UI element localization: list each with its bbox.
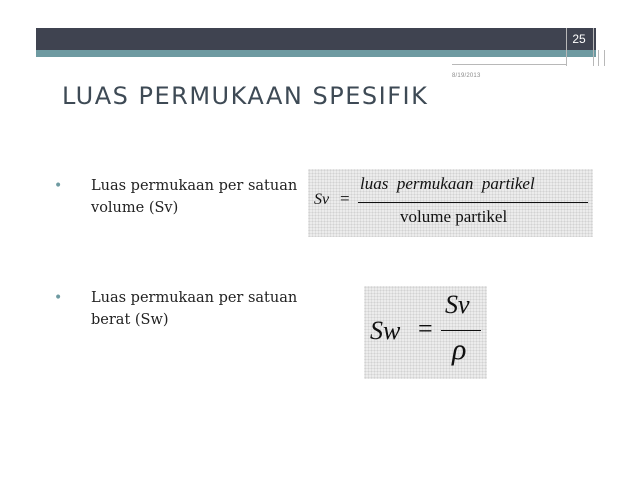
header-accent-strip [36,50,596,57]
formula-sv-equals: = [340,189,350,208]
formula-sw-lhs: Sw [370,316,401,345]
page-number: 25 [572,32,586,46]
fraction-bar [441,330,481,331]
header-bar [36,28,596,50]
formula-sv-numerator: luas permukaan partikel [360,174,535,193]
divider-line [593,28,594,66]
bullet-item [54,175,311,219]
formula-sw [364,286,487,379]
bullet-item [54,287,311,331]
divider-line [566,28,567,66]
bullet-text: Luas permukaan per satuan berat (Sw) [91,290,298,328]
bullet-dot-icon: • [54,290,63,306]
formula-sv-lhs: Sv [314,191,330,208]
slide-date: 8/19/2013 [452,73,481,79]
formula-sv [308,169,593,237]
divider-line [598,50,599,66]
bullet-text: Luas permukaan per satuan volume (Sv) [91,178,298,216]
bullet-dot-icon: • [54,178,63,194]
formula-sv-denominator: volume partikel [400,207,508,226]
divider-line [452,64,567,65]
formula-sw-numerator: Sv [445,290,470,319]
formula-sw-equals: = [418,314,433,343]
slide-title: LUAS PERMUKAAN SPESIFIK [62,82,429,110]
formula-sw-denominator: ρ [452,333,467,366]
fraction-bar [358,202,588,203]
divider-line [604,50,605,66]
